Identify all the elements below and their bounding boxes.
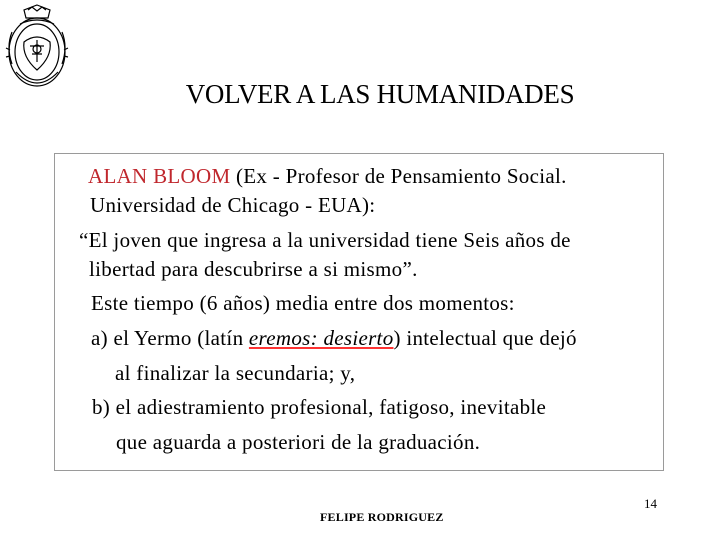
text-line-4: libertad para descubrirse a si mismo”. <box>89 257 418 281</box>
text-line-7: al finalizar la secundaria; y, <box>115 361 356 385</box>
author-detail: (Ex - Profesor de Pensamiento Social. <box>230 164 567 188</box>
slide-title: VOLVER A LAS HUMANIDADES <box>185 79 575 109</box>
text-line-5: Este tiempo (6 años) media entre dos momentos: <box>91 291 515 315</box>
text-line-6 <box>91 326 577 350</box>
text-line-6-start: a) el Yermo (latín <box>91 326 249 350</box>
footer-author: FELIPE RODRIGUEZ <box>320 510 444 524</box>
text-line-3: “El joven que ingresa a la universidad tiene Seis años de <box>79 228 571 252</box>
author-name: ALAN BLOOM <box>88 164 231 188</box>
page-number: 14 <box>644 496 657 511</box>
text-line-8: b) el adiestramiento profesional, fatigoso, inevitable <box>92 395 547 419</box>
text-line-9: que aguarda a posteriori de la graduación. <box>116 430 481 454</box>
text-line-6-italic: eremos: desierto <box>248 326 394 350</box>
author-line <box>88 164 567 188</box>
text-line-6-end: ) intelectual que dejó <box>393 326 577 350</box>
text-line-2: Universidad de Chicago - EUA): <box>90 193 376 217</box>
